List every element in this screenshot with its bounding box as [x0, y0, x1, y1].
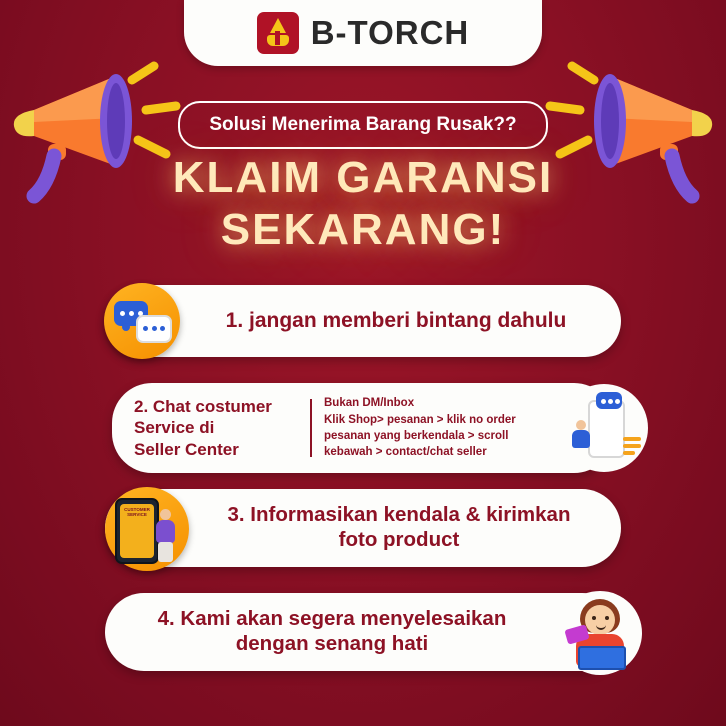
step-2-title-line-3: Seller Center	[134, 439, 239, 459]
hero-subtitle: Solusi Menerima Barang Rusak??	[209, 114, 517, 135]
step-4-line-2: dengan senang hati	[235, 632, 429, 655]
page-title	[0, 152, 726, 256]
step-3-text	[207, 503, 591, 552]
step-2-title	[134, 396, 310, 460]
chat-bubbles-icon	[104, 283, 180, 359]
step-2-divider	[310, 399, 312, 457]
step-2-detail-line-1: Bukan DM/Inbox	[324, 397, 415, 410]
step-1-card	[105, 285, 621, 357]
step-2-card	[112, 383, 614, 473]
headline-line-1: KLAIM GARANSI	[172, 153, 554, 202]
brand-header	[184, 0, 542, 66]
step-4-text	[139, 607, 525, 656]
support-agent-icon	[558, 591, 642, 675]
step-4-card	[105, 593, 621, 671]
step-3-line-1: 3. Informasikan kendala & kirimkan	[227, 503, 571, 527]
step-2-detail	[324, 395, 522, 460]
customer-service-phone-icon: CUSTOMER SERVICE	[105, 487, 189, 571]
step-4-line-1: 4. Kami akan segera menyelesaikan	[157, 607, 507, 631]
brand-name: B-TORCH	[310, 14, 470, 51]
step-2-title-line-2: Service di	[134, 418, 215, 438]
step-3-line-2: foto product	[338, 528, 460, 551]
step-1-text: 1. jangan memberi bintang dahulu	[225, 309, 567, 333]
torch-icon	[257, 12, 299, 54]
step-2-detail-line-3: pesanan yang berkendala > scroll	[324, 430, 509, 442]
step-2-title-line-1: 2. Chat costumer	[134, 397, 272, 417]
step-2-detail-line-2: Klik Shop> pesanan > klik no order	[324, 413, 516, 426]
step-2-detail-line-4: kebawah > contact/chat seller	[324, 446, 487, 459]
phone-chat-icon	[560, 384, 648, 472]
headline-line-2: SEKARANG!	[220, 204, 506, 254]
hero-subtitle-pill	[178, 101, 548, 149]
